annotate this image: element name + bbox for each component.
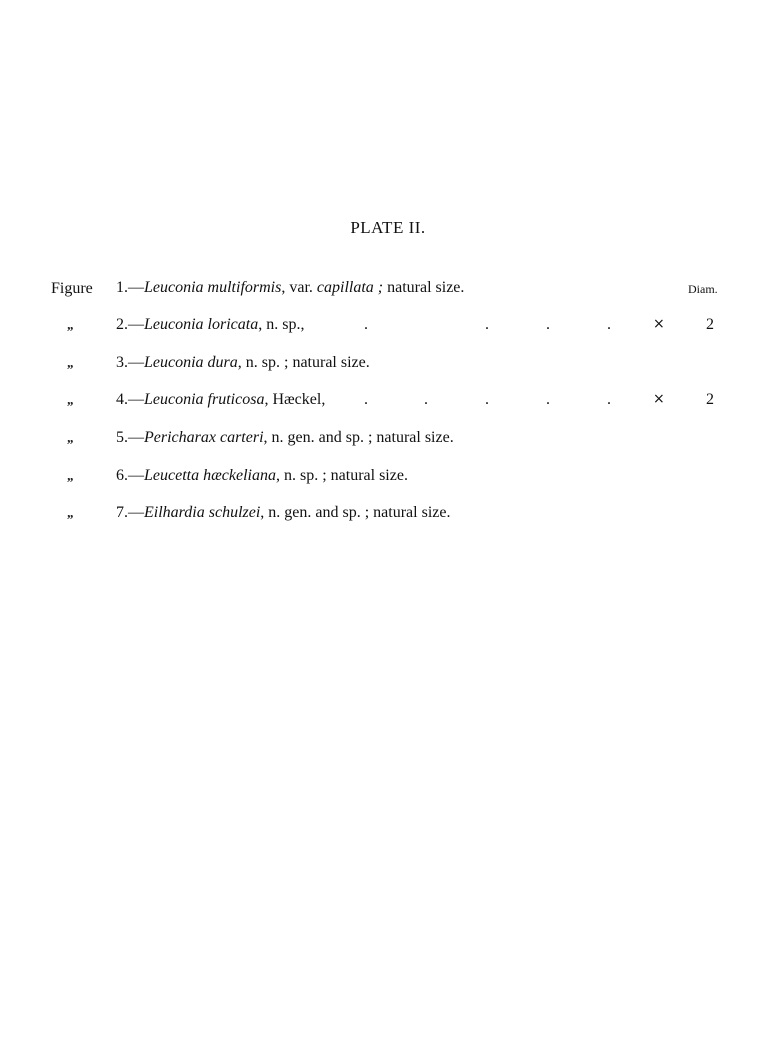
figure-row-4: „ 4.—Leuconia fruticosa, Hæckel, . . . . . × 2	[67, 391, 714, 408]
species-name: Pericharax carteri	[144, 429, 264, 446]
times-sign: ×	[653, 316, 665, 332]
times-sign: ×	[653, 391, 665, 407]
figure-caption	[116, 467, 408, 485]
figure-number: 4.—	[116, 391, 144, 408]
figure-row-5	[0, 429, 776, 451]
caption-rest: , n. sp.,	[258, 316, 305, 333]
caption-rest: , n. sp. ; natural size.	[237, 354, 370, 371]
ditto-mark: „	[67, 317, 74, 332]
ditto-mark: „	[67, 355, 74, 370]
figure-number: 2.—	[116, 316, 144, 333]
caption-rest: , n. sp. ; natural size.	[275, 467, 408, 484]
figure-number: 6.—	[116, 467, 144, 484]
ditto-mark: „	[67, 505, 74, 520]
caption-rest: , var.	[281, 279, 317, 296]
caption-rest-2: natural size.	[383, 279, 465, 296]
figure-row-6	[0, 467, 776, 489]
figure-row-3	[0, 354, 776, 376]
figure-number: 7.—	[116, 504, 144, 521]
ditto-mark: „	[67, 392, 74, 407]
variety-name: capillata ;	[316, 279, 384, 296]
figure-row-7	[0, 504, 776, 526]
diam-column-header: Diam.	[688, 282, 718, 296]
species-name: Eilhardia schulzei	[144, 504, 261, 521]
figure-column-header: Figure	[51, 280, 93, 297]
species-name: Leuconia fruticosa	[144, 391, 265, 408]
figure-number: 3.—	[116, 354, 144, 371]
figure-row-1	[0, 279, 776, 301]
magnification-value: 2	[706, 391, 714, 408]
figure-number: 1.—	[116, 279, 144, 296]
caption-rest: , n. gen. and sp. ; natural size.	[260, 504, 451, 521]
species-name: Leuconia multiformis	[144, 279, 282, 296]
species-name: Leuconia dura	[144, 354, 238, 371]
plate-title: PLATE II.	[350, 218, 426, 237]
caption-rest: , Hæckel,	[264, 391, 326, 408]
ditto-mark: „	[67, 468, 74, 483]
species-name: Leuconia loricata	[144, 316, 259, 333]
magnification-value: 2	[706, 316, 714, 333]
figure-row-2: „ 2.—Leuconia loricata, n. sp., . . . . × 2	[67, 316, 714, 333]
ditto-mark: „	[67, 430, 74, 445]
figure-caption	[116, 316, 304, 334]
figure-caption	[116, 429, 454, 447]
figure-caption	[116, 279, 464, 297]
figure-caption	[116, 504, 450, 522]
figure-caption	[116, 354, 370, 372]
figure-number: 5.—	[116, 429, 144, 446]
figure-caption	[116, 391, 325, 409]
species-name: Leucetta hæckeliana	[144, 467, 276, 484]
caption-rest: , n. gen. and sp. ; natural size.	[263, 429, 454, 446]
